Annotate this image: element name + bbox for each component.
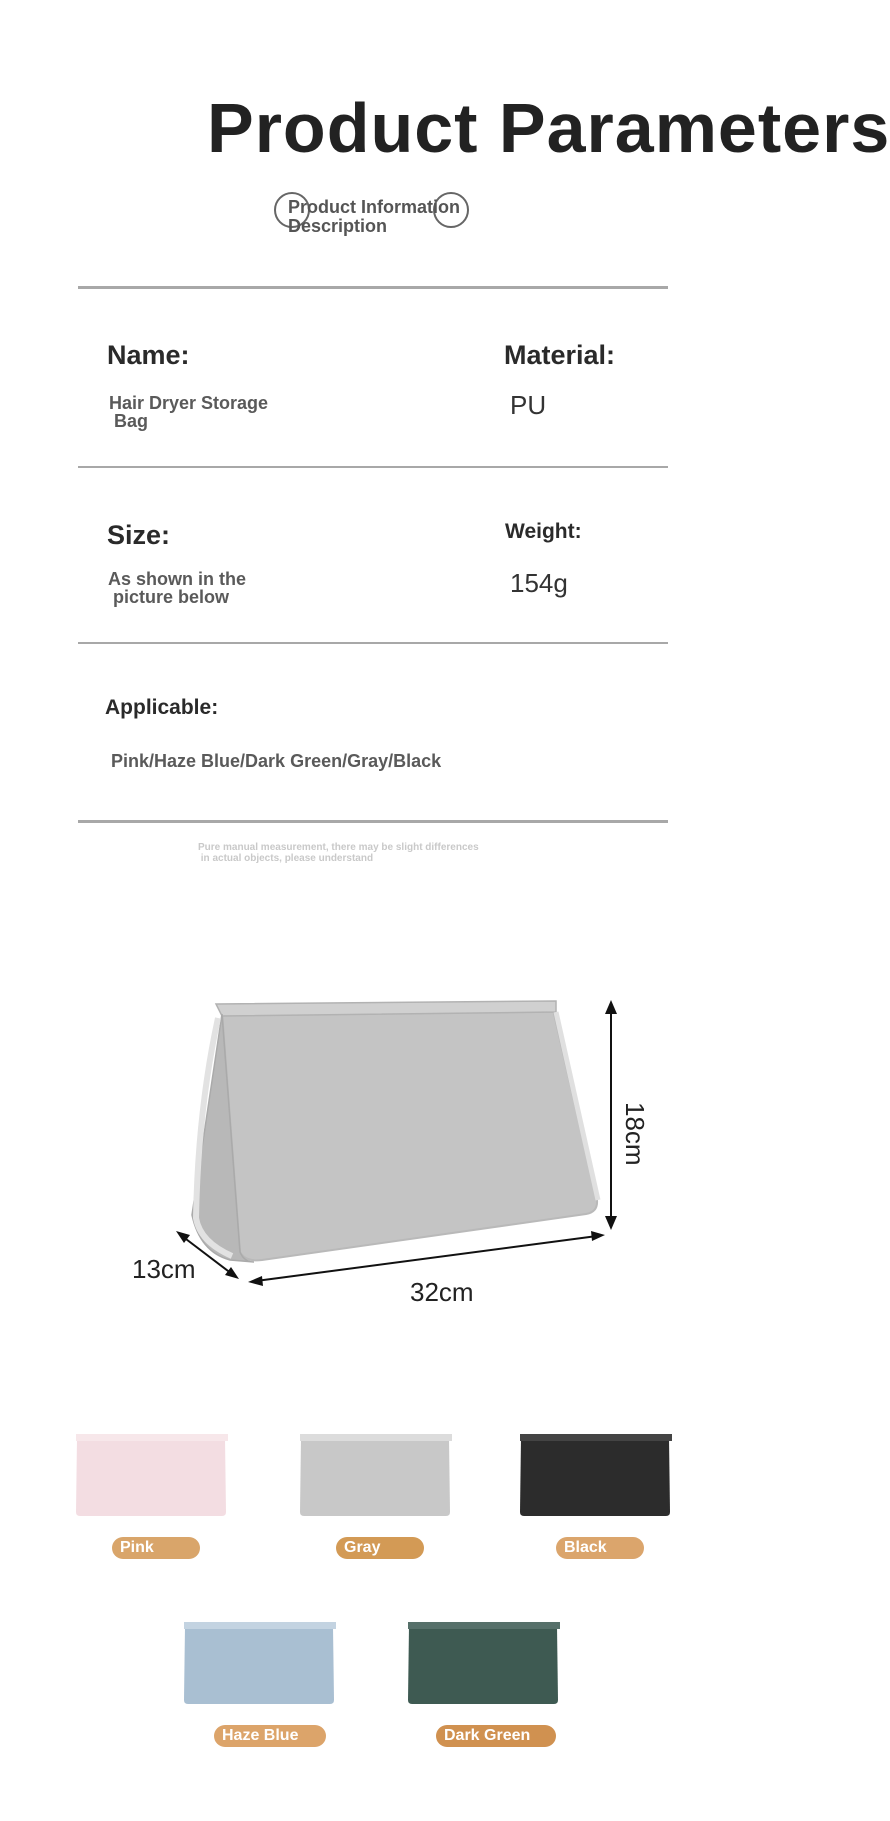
- color-tag-black: Black: [556, 1537, 644, 1559]
- swatch-bag-body: [408, 1626, 558, 1704]
- color-tag-haze-blue: Haze Blue: [214, 1725, 326, 1747]
- swatch-bag-body: [184, 1626, 334, 1704]
- color-tag-dark-green: Dark Green: [436, 1725, 556, 1747]
- swatch-haze-blue: [182, 1620, 342, 1708]
- swatch-bag-rim: [520, 1434, 672, 1441]
- measurement-note: Pure manual measurement, there may be slight differences in actual objects, please understand: [198, 842, 479, 864]
- divider: [78, 820, 668, 823]
- divider: [78, 466, 668, 468]
- swatch-bag-body: [300, 1438, 450, 1516]
- size-label: Size:: [107, 520, 171, 550]
- swatch-bag-body: [76, 1438, 226, 1516]
- name-label: Name:: [107, 340, 190, 370]
- section-subtitle: Product Information Description: [288, 197, 460, 236]
- divider: [78, 642, 668, 644]
- width-dimension-label: 32cm: [410, 1277, 474, 1307]
- swatch-gray: [298, 1432, 458, 1520]
- swatch-black: [518, 1432, 678, 1520]
- swatch-bag-rim: [300, 1434, 452, 1441]
- height-arrow-head-bottom: [605, 1216, 617, 1230]
- width-arrow-head-a: [248, 1276, 263, 1286]
- swatch-dark-green: [406, 1620, 566, 1708]
- page-title: Product Parameters: [207, 89, 890, 167]
- swatch-bag-rim: [184, 1622, 336, 1629]
- height-dimension-label: 18cm: [620, 1102, 650, 1166]
- width-arrow-head-b: [591, 1231, 605, 1241]
- material-label: Material:: [504, 340, 616, 370]
- color-tag-gray: Gray: [336, 1537, 424, 1559]
- weight-label: Weight:: [505, 520, 582, 543]
- swatch-bag-rim: [76, 1434, 228, 1441]
- bag-front-panel: [222, 1009, 597, 1260]
- applicable-value: Pink/Haze Blue/Dark Green/Gray/Black: [111, 751, 442, 771]
- color-tag-pink: Pink: [112, 1537, 200, 1559]
- divider: [78, 286, 668, 289]
- material-value: PU: [510, 390, 547, 420]
- depth-arrow-head-b: [225, 1267, 239, 1279]
- weight-value: 154g: [510, 568, 568, 598]
- swatch-pink: [74, 1432, 234, 1520]
- size-value: As shown in the picture below: [108, 569, 247, 607]
- depth-dimension-label: 13cm: [132, 1254, 196, 1284]
- height-arrow-head-top: [605, 1000, 617, 1014]
- applicable-label: Applicable:: [105, 696, 219, 719]
- swatch-bag-body: [520, 1438, 670, 1516]
- swatch-bag-rim: [408, 1622, 560, 1629]
- name-value: Hair Dryer Storage Bag: [109, 393, 269, 431]
